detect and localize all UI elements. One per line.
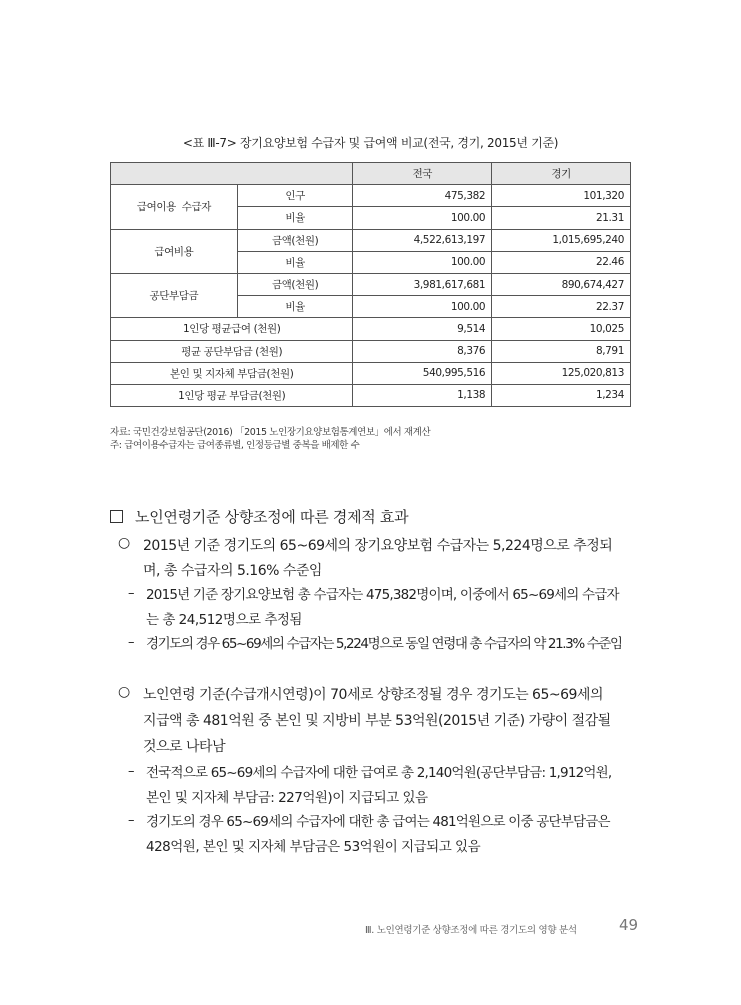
table-row [111, 185, 631, 207]
row-label: 1인당 평균 부담금(천원) [111, 384, 353, 406]
paragraph-1-item-1-line-1: 2015년 기준 장기요양보험 총 수급자는 475,382명이며, 이중에서 65~69세의 수급자 [146, 587, 619, 603]
header-gyeonggi: 경기 [492, 163, 631, 185]
gyeonggi-value: 8,791 [492, 340, 631, 362]
table-row [111, 229, 631, 251]
national-value: 4,522,613,197 [353, 229, 492, 251]
gyeonggi-value: 101,320 [492, 185, 631, 207]
header-national: 전국 [353, 163, 492, 185]
circle-bullet-icon: ○ [118, 535, 131, 551]
national-value: 100.00 [353, 207, 492, 229]
row-label: 1인당 평균급여 (천원) [111, 318, 353, 340]
header-blank [111, 163, 353, 185]
source-note: 자료: 국민건강보험공단(2016) 「2015 노인장기요양보험통계연보」에서 재계산 [110, 427, 431, 438]
table-row [111, 318, 631, 340]
national-value: 8,376 [353, 340, 492, 362]
paragraph-1-line-1: 2015년 기준 경기도의 65~69세의 장기요양보험 수급자는 5,224명으로 추정되 [143, 538, 613, 554]
sub-label: 금액(천원) [237, 229, 353, 251]
gyeonggi-value: 10,025 [492, 318, 631, 340]
table-notes [110, 426, 430, 452]
table-row [111, 362, 631, 384]
table-caption: <표 Ⅲ-7> 장기요양보험 수급자 및 급여액 비교(전국, 경기, 2015년 기준) [182, 136, 559, 150]
dash-bullet-icon: – [128, 586, 135, 601]
national-value: 3,981,617,681 [353, 273, 492, 295]
group-label: 공단부담금 [111, 273, 238, 317]
paragraph-1-item-2: 경기도의 경우 65~69세의 수급자는 5,224명으로 동일 연령대 총 수급자의 약 21.3% 수준임 [146, 636, 622, 652]
sub-label: 인구 [237, 185, 353, 207]
square-bullet-icon [110, 510, 123, 523]
table-row [111, 384, 631, 406]
page-number: 49 [619, 916, 639, 934]
sub-label: 비율 [237, 207, 353, 229]
sub-label: 비율 [237, 251, 353, 273]
sub-label: 금액(천원) [237, 273, 353, 295]
paragraph-2-item-1-line-1: 전국적으로 65~69세의 수급자에 대한 급여로 총 2,140억원(공단부담금: 1,912억원, [146, 765, 612, 781]
table-row [111, 340, 631, 362]
paragraph-2-item-2-line-2: 428억원, 본인 및 지자체 부담금은 53억원이 지급되고 있음 [146, 839, 481, 855]
gyeonggi-value: 22.37 [492, 296, 631, 318]
paragraph-2-line-2: 지급액 총 481억원 중 본인 및 지방비 부분 53억원(2015년 기준) 가량이 절감될 [143, 713, 611, 729]
dash-bullet-icon: – [128, 813, 135, 828]
dash-bullet-icon: – [128, 635, 135, 650]
paragraph-1-item-1-line-2: 는 총 24,512명으로 추정됨 [146, 612, 302, 628]
group-label: 급여이용 수급자 [111, 185, 238, 229]
national-value: 100.00 [353, 251, 492, 273]
national-value: 1,138 [353, 384, 492, 406]
table-row [111, 273, 631, 295]
paragraph-2-line-3: 것으로 나타남 [143, 739, 226, 755]
gyeonggi-value: 1,015,695,240 [492, 229, 631, 251]
paragraph-2-line-1: 노인연령 기준(수급개시연령)이 70세로 상향조정될 경우 경기도는 65~69세의 [143, 687, 603, 703]
gyeonggi-value: 125,020,813 [492, 362, 631, 384]
paragraph-2-item-2-line-1: 경기도의 경우 65~69세의 수급자에 대한 총 급여는 481억원으로 이중 공단부담금은 [146, 814, 610, 830]
row-label: 본인 및 지자체 부담금(천원) [111, 362, 353, 384]
section-heading [110, 506, 408, 527]
footnote: 주: 급여이용수급자는 급여종류별, 인정등급별 중복을 배제한 수 [110, 440, 360, 451]
running-footer: Ⅲ. 노인연령기준 상향조정에 따른 경기도의 영향 분석 [365, 925, 577, 936]
paragraph-1-line-2: 며, 총 수급자의 5.16% 수준임 [143, 563, 322, 579]
gyeonggi-value: 890,674,427 [492, 273, 631, 295]
row-label: 평균 공단부담금 (천원) [111, 340, 353, 362]
national-value: 475,382 [353, 185, 492, 207]
national-value: 9,514 [353, 318, 492, 340]
gyeonggi-value: 22.46 [492, 251, 631, 273]
national-value: 540,995,516 [353, 362, 492, 384]
gyeonggi-value: 1,234 [492, 384, 631, 406]
dash-bullet-icon: – [128, 764, 135, 779]
circle-bullet-icon: ○ [118, 684, 131, 700]
sub-label: 비율 [237, 296, 353, 318]
group-label: 급여비용 [111, 229, 238, 273]
national-value: 100.00 [353, 296, 492, 318]
section-heading-text: 노인연령기준 상향조정에 따른 경제적 효과 [135, 508, 409, 526]
gyeonggi-value: 21.31 [492, 207, 631, 229]
table-header-row [111, 163, 631, 185]
data-table [110, 162, 631, 407]
paragraph-2-item-1-line-2: 본인 및 지자체 부담금: 227억원)이 지급되고 있음 [146, 790, 428, 806]
